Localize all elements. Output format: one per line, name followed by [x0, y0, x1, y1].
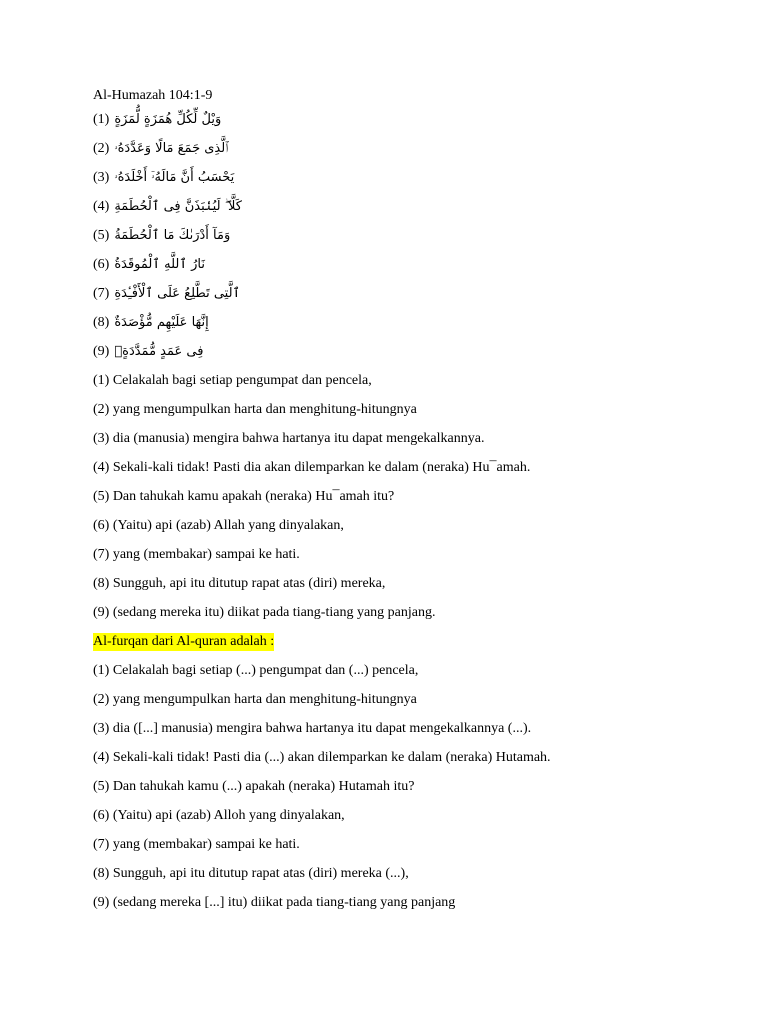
- arabic-verse-8: [93, 314, 713, 343]
- furqan-line: (7) yang (membakar) sampai ke hati.: [93, 837, 300, 852]
- verse-number: (4): [93, 199, 110, 214]
- arabic-verse-list: [93, 111, 713, 372]
- furqan-line: (3) dia ([...] manusia) mengira bahwa hartanya itu dapat mengekalkannya (...).: [93, 721, 532, 736]
- arabic-verse-text: يَحْسَبُ أَنَّ مَالَهُۥٓ أَخْلَدَهُۥ: [114, 170, 235, 185]
- arabic-verse-text: ٱلَّتِى تَطَّلِعُ عَلَى ٱلْأَفْـِٔدَةِ: [114, 286, 241, 301]
- verse-number: (9): [93, 344, 110, 359]
- furqan-line: (1) Celakalah bagi setiap (...) pengumpat dan (...) pencela,: [93, 663, 419, 678]
- translation-line: (3) dia (manusia) mengira bahwa hartanya itu dapat mengekalkannya.: [93, 431, 485, 446]
- document-page: [93, 87, 713, 923]
- verse-number: (8): [93, 315, 110, 330]
- arabic-verse-9: [93, 343, 713, 372]
- arabic-verse-7: [93, 285, 713, 314]
- translation-line: (7) yang (membakar) sampai ke hati.: [93, 547, 300, 562]
- arabic-verse-text: وَيْلٌ لِّكُلِّ هُمَزَةٍ لُّمَزَةٍ: [114, 112, 222, 127]
- arabic-verse-text: وَمَآ أَدْرَىٰكَ مَا ٱلْحُطَمَةُ: [114, 228, 231, 243]
- highlighted-heading: Al-furqan dari Al-quran adalah :: [93, 634, 275, 649]
- furqan-line: (4) Sekali-kali tidak! Pasti dia (...) akan dilemparkan ke dalam (neraka) Hutamah.: [93, 750, 551, 765]
- furqan-translation-list: [93, 662, 713, 923]
- translation-list: [93, 372, 713, 633]
- arabic-verse-text: فِى عَمَدٍ مُّمَدَّدَةٍۭ: [114, 344, 204, 359]
- arabic-verse-text: إِنَّهَا عَلَيْهِم مُّؤْصَدَةٌ: [114, 315, 209, 330]
- translation-line: (4) Sekali-kali tidak! Pasti dia akan dilemparkan ke dalam (neraka) Hu¯amah.: [93, 460, 531, 475]
- furqan-line: (6) (Yaitu) api (azab) Alloh yang dinyalakan,: [93, 808, 345, 823]
- highlight-heading-row: [93, 633, 713, 662]
- arabic-verse-3: [93, 169, 713, 198]
- arabic-verse-2: [93, 140, 713, 169]
- verse-number: (5): [93, 228, 110, 243]
- document-title: Al-Humazah 104:1-9: [93, 88, 213, 103]
- furqan-line: (9) (sedang mereka [...] itu) diikat pada tiang-tiang yang panjang: [93, 895, 456, 910]
- verse-number: (2): [93, 141, 110, 156]
- translation-line: (6) (Yaitu) api (azab) Allah yang dinyalakan,: [93, 518, 344, 533]
- verse-number: (3): [93, 170, 110, 185]
- translation-line: (1) Celakalah bagi setiap pengumpat dan pencela,: [93, 373, 372, 388]
- translation-line: (9) (sedang mereka itu) diikat pada tiang-tiang yang panjang.: [93, 605, 436, 620]
- translation-line: (2) yang mengumpulkan harta dan menghitung-hitungnya: [93, 402, 417, 417]
- arabic-verse-6: [93, 256, 713, 285]
- arabic-verse-4: [93, 198, 713, 227]
- arabic-verse-5: [93, 227, 713, 256]
- verse-number: (7): [93, 286, 110, 301]
- verse-number: (1): [93, 112, 110, 127]
- furqan-line: (2) yang mengumpulkan harta dan menghitung-hitungnya: [93, 692, 417, 707]
- arabic-verse-text: نَارُ ٱللَّهِ ٱلْمُوقَدَةُ: [114, 257, 205, 272]
- arabic-verse-text: كَلَّا ۖ لَيُنۢبَذَنَّ فِى ٱلْحُطَمَةِ: [114, 199, 242, 214]
- verse-number: (6): [93, 257, 110, 272]
- furqan-line: (8) Sungguh, api itu ditutup rapat atas (diri) mereka (...),: [93, 866, 409, 881]
- arabic-verse-1: [93, 111, 713, 140]
- translation-line: (5) Dan tahukah kamu apakah (neraka) Hu¯amah itu?: [93, 489, 395, 504]
- translation-line: (8) Sungguh, api itu ditutup rapat atas (diri) mereka,: [93, 576, 386, 591]
- arabic-verse-text: ٱلَّذِى جَمَعَ مَالًا وَعَدَّدَهُۥ: [114, 141, 229, 156]
- furqan-line: (5) Dan tahukah kamu (...) apakah (neraka) Hutamah itu?: [93, 779, 415, 794]
